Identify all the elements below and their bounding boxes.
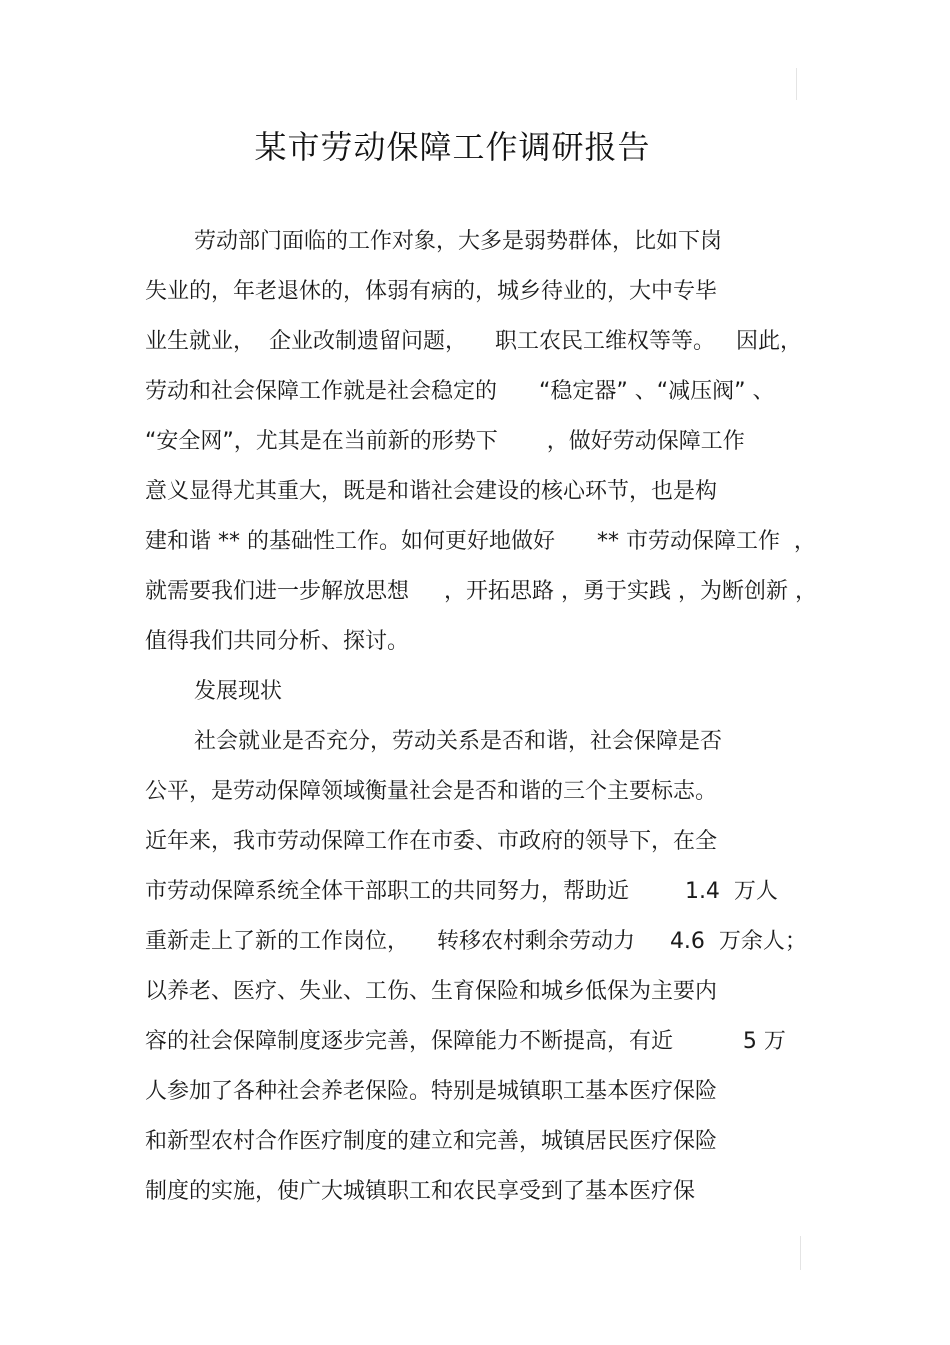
body-line: 社会就业是否充分，劳动关系是否和谐，社会保障是否 — [194, 729, 723, 754]
body-line: 市劳动保障系统全体干部职工的共同努力，帮助近 1.4 万人 — [145, 879, 778, 904]
body-line: “安全网”，尤其是在当前新的形势下 ，做好劳动保障工作 — [145, 429, 745, 454]
section-heading: 发展现状 — [194, 679, 283, 704]
body-line: 重新走上了新的工作岗位， 转移农村剩余劳动力 4.6 万余人； — [145, 929, 807, 954]
body-line: 近年来，我市劳动保障工作在市委、市政府的领导下，在全 — [145, 829, 718, 854]
body-line: 失业的，年老退休的，体弱有病的，城乡待业的，大中专毕 — [145, 279, 718, 304]
body-line: 劳动和社会保障工作就是社会稳定的 “稳定器” 、“减压阀” 、 — [145, 379, 775, 404]
body-line: 以养老、医疗、失业、工伤、生育保险和城乡低保为主要内 — [145, 979, 718, 1004]
body-line: 制度的实施，使广大城镇职工和农民享受到了基本医疗保 — [145, 1179, 696, 1204]
body-line: 劳动部门面临的工作对象，大多是弱势群体，比如下岗 — [194, 229, 723, 254]
body-line: 业生就业， 企业改制遗留问题， 职工农民工维权等等。 因此， — [145, 329, 802, 354]
body-line: 意义显得尤其重大，既是和谐社会建设的核心环节，也是构 — [145, 479, 718, 504]
body-line: 公平，是劳动保障领域衡量社会是否和谐的三个主要标志。 — [145, 779, 718, 804]
body-line: 建和谐 ** 的基础性工作。如何更好地做好 ** 市劳动保障工作 ， — [145, 529, 816, 554]
body-line: 容的社会保障制度逐步完善，保障能力不断提高，有近 5 万 — [145, 1029, 786, 1054]
body-line: 和新型农村合作医疗制度的建立和完善，城镇居民医疗保险 — [145, 1129, 718, 1154]
scan-edge-mark-bottom — [800, 1236, 801, 1270]
body-line: 值得我们共同分析、探讨。 — [145, 629, 410, 654]
body-line: 人参加了各种社会养老保险。特别是城镇职工基本医疗保险 — [145, 1079, 718, 1104]
scan-edge-mark-top — [796, 68, 797, 100]
document-title: 某市劳动保障工作调研报告 — [254, 128, 651, 166]
body-line: 就需要我们进一步解放思想 ，开拓思路 ，勇于实践 ，为断创新 ， — [145, 579, 817, 604]
